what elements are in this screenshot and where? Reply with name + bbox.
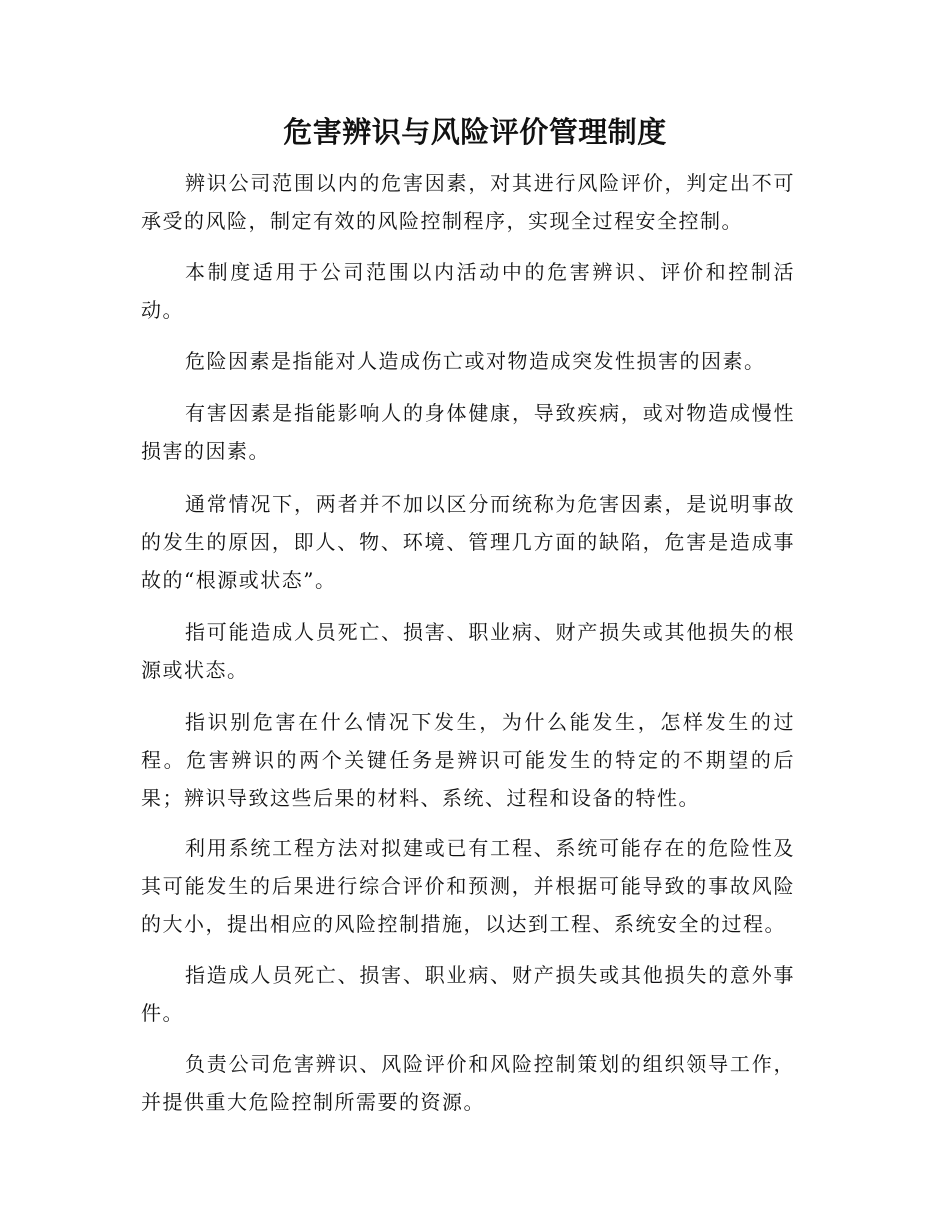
paragraph-purpose: 辨识公司范围以内的危害因素，对其进行风险评价，判定出不可承受的风险，制定有效的风险控制程序，实现全过程安全控制。 xyxy=(141,171,795,233)
paragraph-danger-factor: 危险因素是指能对人造成伤亡或对物造成突发性损害的因素。 xyxy=(185,349,766,373)
paragraph-risk-assessment: 利用系统工程方法对拟建或已有工程、系统可能存在的危险性及其可能发生的后果进行综合评价和预测，并根据可能导致的事故风险的大小，提出相应的风险控制措施，以达到工程、系统安全的过程。 xyxy=(141,836,795,936)
document-title: 危害辨识与风险评价管理制度 xyxy=(283,115,667,149)
paragraph-hazard-identification: 指识别危害在什么情况下发生，为什么能发生，怎样发生的过程。危害辨识的两个关键任务是辨识可能发生的特定的不期望的后果；辨识导致这些后果的材料、系统、过程和设备的特性。 xyxy=(141,710,795,810)
paragraph-accident: 指造成人员死亡、损害、职业病、财产损失或其他损失的意外事件。 xyxy=(141,963,795,1025)
paragraph-scope: 本制度适用于公司范围以内活动中的危害辨识、评价和控制活动。 xyxy=(141,260,795,322)
paragraph-hazard-factor: 通常情况下，两者并不加以区分而统称为危害因素，是说明事故的发生的原因，即人、物、环境、管理几方面的缺陷，危害是造成事故的“根源或状态”。 xyxy=(141,492,795,592)
paragraph-harmful-factor: 有害因素是指能影响人的身体健康，导致疾病，或对物造成慢性损害的因素。 xyxy=(141,401,795,463)
paragraph-hazard-definition: 指可能造成人员死亡、损害、职业病、财产损失或其他损失的根源或状态。 xyxy=(141,620,795,682)
paragraph-responsibility: 负责公司危害辨识、风险评价和风险控制策划的组织领导工作，并提供重大危险控制所需要的资源。 xyxy=(141,1052,795,1114)
